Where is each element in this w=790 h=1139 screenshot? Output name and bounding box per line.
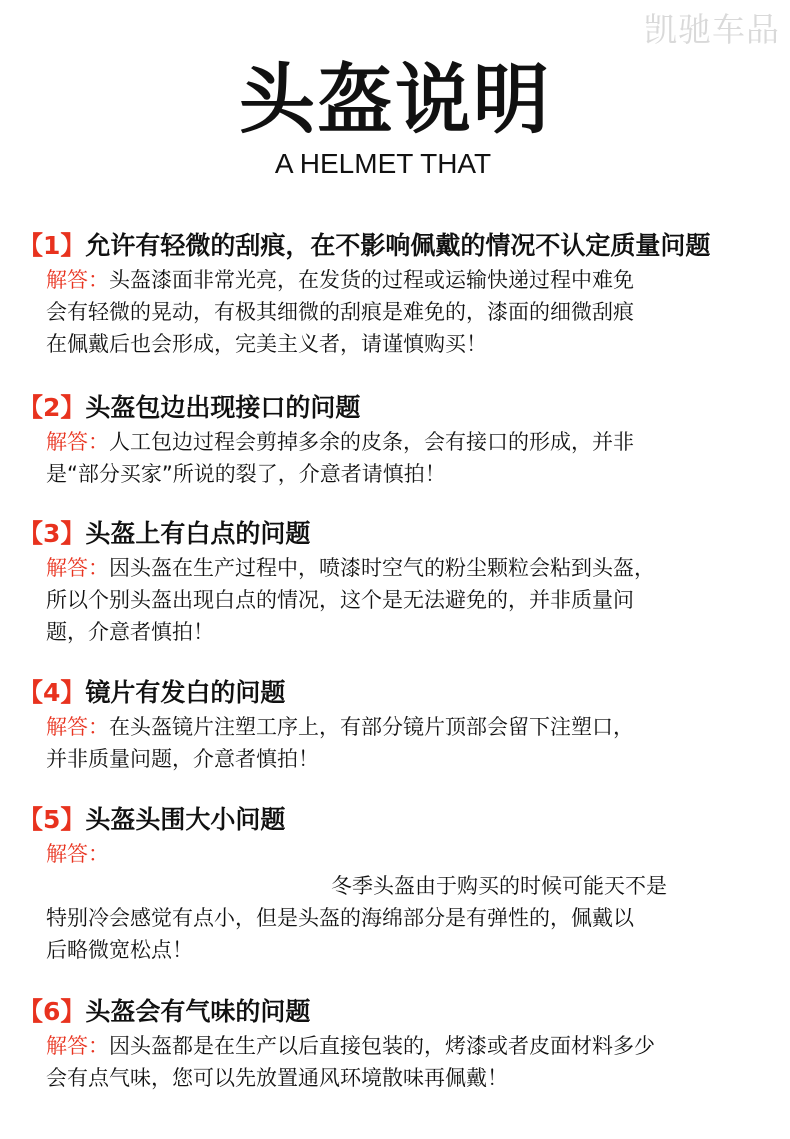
- faq-answer: [46, 552, 736, 648]
- heading-text: 镜片有发白的问题: [85, 678, 286, 707]
- answer-line: [46, 264, 736, 296]
- answer-line: 并非质量问题，介意者慎拍！: [46, 747, 319, 771]
- faq-answer: [46, 264, 736, 360]
- faq-answer: [46, 1030, 736, 1094]
- faq-heading: [18, 675, 778, 711]
- faq-section-5: [18, 802, 778, 966]
- faq-section-2: [18, 390, 778, 490]
- faq-answer: [46, 838, 736, 966]
- section-number: 【1】: [18, 231, 86, 260]
- faq-answer: [46, 711, 736, 775]
- answer-label: 解答：: [46, 556, 109, 580]
- section-number: 【5】: [18, 805, 86, 834]
- answer-line: [46, 1030, 736, 1062]
- faq-section-1: [18, 228, 778, 360]
- section-number: 【6】: [18, 997, 86, 1026]
- faq-section-6: [18, 994, 778, 1094]
- answer-line: 特别冷会感觉有点小，但是头盔的海绵部分是有弹性的，佩戴以: [46, 906, 634, 930]
- watermark: 凯驰车品: [644, 10, 780, 49]
- heading-text: 头盔上有白点的问题: [85, 519, 311, 548]
- faq-heading: [18, 994, 778, 1030]
- faq-heading: [18, 228, 778, 264]
- answer-label: 解答：: [46, 430, 109, 454]
- answer-line: [46, 711, 736, 743]
- heading-text: 头盔头围大小问题: [85, 805, 286, 834]
- answer-text: 因头盔在生产过程中，喷漆时空气的粉尘颗粒会粘到头盔，: [109, 556, 655, 580]
- section-number: 【4】: [18, 678, 86, 707]
- section-number: 【3】: [18, 519, 86, 548]
- faq-heading: [18, 516, 778, 552]
- answer-line: 会有点气味，您可以先放置通风环境散味再佩戴！: [46, 1066, 508, 1090]
- answer-label: 解答：: [46, 715, 109, 739]
- answer-text: 在头盔镜片注塑工序上，有部分镜片顶部会留下注塑口，: [109, 715, 634, 739]
- answer-line: [46, 426, 736, 458]
- heading-text: 头盔会有气味的问题: [85, 997, 311, 1026]
- answer-text: 人工包边过程会剪掉多余的皮条，会有接口的形成，并非: [109, 430, 634, 454]
- answer-line: [46, 838, 736, 870]
- answer-line: 会有轻微的晃动，有极其细微的刮痕是难免的，漆面的细微刮痕: [46, 300, 634, 324]
- answer-label: 解答：: [46, 268, 109, 292]
- heading-text: 允许有轻微的刮痕，在不影响佩戴的情况不认定质量问题: [85, 231, 711, 260]
- answer-line: 后略微宽松点！: [46, 938, 193, 962]
- answer-line: 题，介意者慎拍！: [46, 620, 214, 644]
- answer-label: 解答：: [46, 842, 109, 866]
- faq-answer: [46, 426, 736, 490]
- answer-line: [46, 552, 736, 584]
- page-subtitle: A HELMET THAT: [274, 148, 492, 179]
- faq-section-3: [18, 516, 778, 648]
- answer-label: 解答：: [46, 1034, 109, 1058]
- section-number: 【2】: [18, 393, 86, 422]
- answer-text: 因头盔都是在生产以后直接包装的，烤漆或者皮面材料多少: [109, 1034, 655, 1058]
- faq-section-4: [18, 675, 778, 775]
- page-title: 头盔说明: [239, 55, 551, 144]
- answer-line: 所以个别头盔出现白点的情况，这个是无法避免的，并非质量问: [46, 588, 634, 612]
- answer-text: 头盔漆面非常光亮，在发货的过程或运输快递过程中难免: [109, 268, 634, 292]
- answer-line: 冬季头盔由于购买的时候可能天不是: [331, 874, 667, 898]
- faq-heading: [18, 802, 778, 838]
- answer-line: 是“部分买家”所说的裂了，介意者请慎拍！: [46, 462, 446, 486]
- answer-line: 在佩戴后也会形成，完美主义者，请谨慎购买！: [46, 332, 487, 356]
- heading-text: 头盔包边出现接口的问题: [85, 393, 361, 422]
- faq-heading: [18, 390, 778, 426]
